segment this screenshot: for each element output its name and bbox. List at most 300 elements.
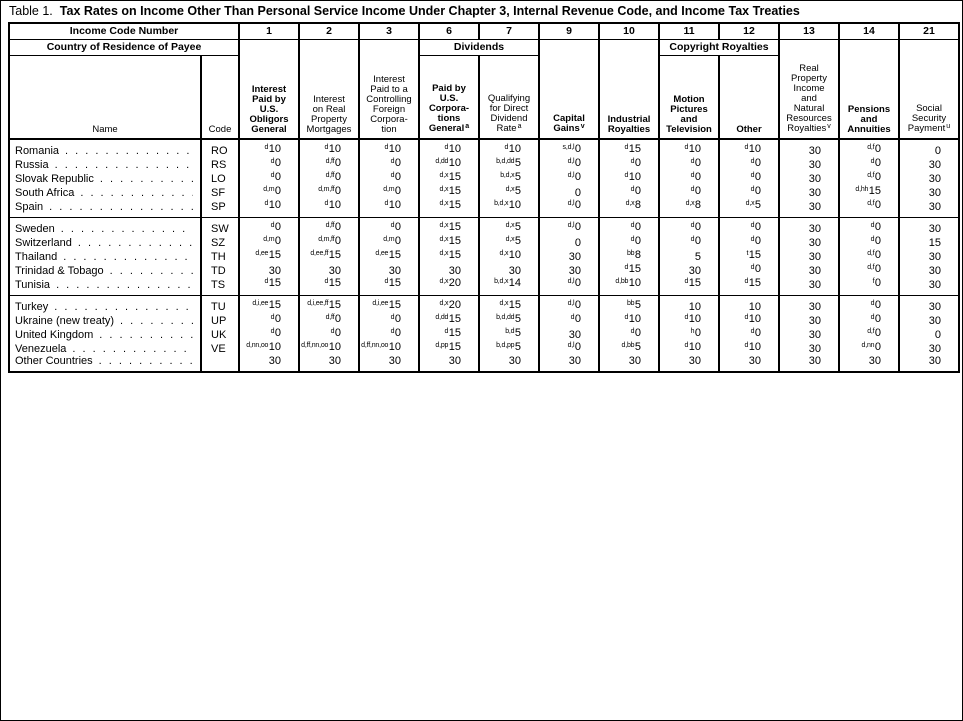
code-number-6: 6 xyxy=(419,23,479,39)
country-name-cell xyxy=(9,341,201,355)
footnote-ref: d,ff xyxy=(325,157,335,165)
rate-cell: $^d$15 xyxy=(599,139,659,157)
rate-cell: $^d$0 xyxy=(719,327,779,341)
column-header-code: Code xyxy=(201,55,239,139)
rate-cell: 10 xyxy=(719,296,779,314)
country-name-wrap xyxy=(10,355,200,367)
rate-cell: $^{d,x}$20 xyxy=(419,296,479,314)
footnote-ref: d,ff xyxy=(325,313,335,321)
footnote-ref: d xyxy=(750,327,755,335)
rate-cell: $^{d,x}$15 xyxy=(419,235,479,249)
rate-cell: 30 xyxy=(539,327,599,341)
footnote-ref: d xyxy=(684,313,689,321)
rate-cell: 30 xyxy=(899,355,959,372)
footnote-ref: d xyxy=(330,327,335,335)
country-name: Turkey xyxy=(15,301,49,313)
country-code: RO xyxy=(201,139,239,157)
footnote-ref: d xyxy=(324,199,329,207)
footnote-ref: d xyxy=(384,277,389,285)
footnote-ref: d xyxy=(750,171,755,179)
footnote-ref: d xyxy=(624,143,629,151)
country-code: TD xyxy=(201,263,239,277)
footnote-ref: d,m xyxy=(263,235,275,243)
country-name-wrap xyxy=(10,187,200,199)
rate-cell: $^{d,x}$15 xyxy=(419,185,479,199)
country-code: UP xyxy=(201,313,239,327)
country-name-wrap xyxy=(10,145,200,157)
footnote-ref: d,x xyxy=(499,299,509,307)
rate-cell: 30 xyxy=(299,355,359,372)
rate-cell: 30 xyxy=(779,218,839,236)
footnote-ref: d,x xyxy=(505,235,515,243)
footnote-ref: b,d,dd xyxy=(496,313,515,321)
footnote-ref: d xyxy=(444,143,449,151)
footnote-ref: d,x xyxy=(439,185,449,193)
footnote-ref: d xyxy=(264,199,269,207)
footnote-ref: d,m xyxy=(263,185,275,193)
footnote-ref: d,l xyxy=(567,277,575,285)
country-name: Slovak Republic xyxy=(15,173,94,185)
rate-cell: $^d$10 xyxy=(719,313,779,327)
rate-cell: $^d$0 xyxy=(599,327,659,341)
rate-cell: 30 xyxy=(899,263,959,277)
footnote-ref: b,d,x xyxy=(494,277,509,285)
rate-cell: $^{d,x}$8 xyxy=(599,199,659,218)
column-header-industrial-royalties: Industrial Royalties xyxy=(599,39,659,139)
rate-cell: $^{d,x}$5 xyxy=(719,199,779,218)
code-number-21: 21 xyxy=(899,23,959,39)
rate-cell: $^{d,dd}$15 xyxy=(419,313,479,327)
dot-leader xyxy=(65,145,193,157)
footnote-ref: d,x xyxy=(505,221,515,229)
table-row xyxy=(9,355,959,372)
country-name-cell xyxy=(9,157,201,171)
rate-cell: $^{d,f}$0 xyxy=(839,171,899,185)
country-name-cell xyxy=(9,277,201,296)
rate-cell: $^{d,m}$0 xyxy=(239,235,299,249)
rate-cell: $^{d,l}$0 xyxy=(539,157,599,171)
table-row xyxy=(9,249,959,263)
rate-cell: $^{s,d,l}$0 xyxy=(539,139,599,157)
footnote-ref: d,x xyxy=(439,221,449,229)
footnote-ref: d,x xyxy=(439,199,449,207)
footnote-ref: d xyxy=(390,157,395,165)
footnote-ref: d xyxy=(690,171,695,179)
rate-cell: $^d$10 xyxy=(719,341,779,355)
table-row xyxy=(9,277,959,296)
rate-cell: $^d$0 xyxy=(839,296,899,314)
footnote-ref: d,x xyxy=(745,199,755,207)
rate-cell: $^d$0 xyxy=(719,218,779,236)
country-name-cell xyxy=(9,199,201,218)
footnote-ref: d xyxy=(750,185,755,193)
table-row xyxy=(9,313,959,327)
header-footnote-ref: a xyxy=(465,123,470,130)
table-title xyxy=(1,1,962,22)
rate-cell: 10 xyxy=(659,296,719,314)
table-row xyxy=(9,199,959,218)
footnote-ref: d xyxy=(630,221,635,229)
footnote-ref: d,i,ee xyxy=(372,299,389,307)
rate-cell: 15 xyxy=(899,235,959,249)
rate-cell: $^{d,bb}$5 xyxy=(599,341,659,355)
column-header-other-royalties: Other xyxy=(719,55,779,139)
rate-cell: $^d$0 xyxy=(599,185,659,199)
footnote-ref: d xyxy=(324,143,329,151)
country-name-wrap xyxy=(10,279,200,291)
footnote-ref: d xyxy=(390,221,395,229)
dot-leader xyxy=(78,237,193,249)
country-name-wrap xyxy=(10,237,200,249)
country-code: SP xyxy=(201,199,239,218)
footnote-ref: d xyxy=(870,157,875,165)
rate-cell: $^d$0 xyxy=(599,218,659,236)
country-name-wrap xyxy=(10,173,200,185)
footnote-ref: d xyxy=(690,235,695,243)
country-code: RS xyxy=(201,157,239,171)
footnote-ref: d xyxy=(630,327,635,335)
footnote-ref: d xyxy=(684,277,689,285)
country-name: South Africa xyxy=(15,187,75,199)
footnote-ref: d xyxy=(750,263,755,271)
footnote-ref: d xyxy=(870,313,875,321)
footnote-ref: b,d,dd xyxy=(496,157,515,165)
rate-cell: $^{bb}$8 xyxy=(599,249,659,263)
dot-leader xyxy=(56,279,193,291)
rate-cell: 30 xyxy=(359,355,419,372)
rate-cell: $^{b,d}$5 xyxy=(479,327,539,341)
rate-cell: 0 xyxy=(899,327,959,341)
table-row xyxy=(9,171,959,185)
country-of-residence-label: Country of Residence of Payee xyxy=(9,39,239,55)
rate-cell: $^{d,x}$15 xyxy=(419,199,479,218)
country-name: Venezuela xyxy=(15,343,67,355)
country-name: Sweden xyxy=(15,223,55,235)
column-header-dividends-general: Paid by U.S. Corpora- tions General$^a$ xyxy=(419,55,479,139)
rate-cell: $^d$0 xyxy=(659,157,719,171)
rate-cell: $^{d,nn,oo}$10 xyxy=(239,341,299,355)
footnote-ref: f xyxy=(872,277,875,285)
country-name-cell xyxy=(9,235,201,249)
country-name-cell xyxy=(9,263,201,277)
rate-cell: 30 xyxy=(779,341,839,355)
footnote-ref: d xyxy=(624,171,629,179)
rate-cell: $^d$10 xyxy=(239,139,299,157)
rate-cell: $^{d,x}$15 xyxy=(479,296,539,314)
column-header-name: Name xyxy=(9,55,201,139)
rate-cell: $^{b,d,dd}$5 xyxy=(479,313,539,327)
rate-cell: $^d$10 xyxy=(419,139,479,157)
rate-cell: $^d$0 xyxy=(839,157,899,171)
rate-cell: $^d$0 xyxy=(359,171,419,185)
table-row xyxy=(9,235,959,249)
footnote-ref: bb xyxy=(626,249,635,257)
rate-cell: 30 xyxy=(479,263,539,277)
rate-cell: $^{b,d,x}$5 xyxy=(479,171,539,185)
rate-cell: $^d$15 xyxy=(719,277,779,296)
rate-cell: $^d$10 xyxy=(479,139,539,157)
footnote-ref: d,x xyxy=(439,249,449,257)
rate-cell: $^{d,x}$8 xyxy=(659,199,719,218)
rate-cell: $^d$10 xyxy=(359,199,419,218)
rate-cell: $^{d,l}$0 xyxy=(539,199,599,218)
rate-cell: 30 xyxy=(539,249,599,263)
rate-cell: $^d$0 xyxy=(839,313,899,327)
rate-cell: $^{d,ff,nn,oo}$10 xyxy=(299,341,359,355)
country-name-cell xyxy=(9,218,201,236)
dot-leader xyxy=(80,187,193,199)
dot-leader xyxy=(99,329,193,341)
rate-cell: 30 xyxy=(899,199,959,218)
rate-cell: $^{d,i,ee}$15 xyxy=(239,296,299,314)
rate-cell: $^d$10 xyxy=(299,139,359,157)
rate-cell: $^{d,x}$10 xyxy=(479,249,539,263)
rate-cell: $^{d,l}$0 xyxy=(539,218,599,236)
rate-cell: $^{d,x}$15 xyxy=(419,249,479,263)
rate-cell: 30 xyxy=(719,355,779,372)
footnote-ref: d,l xyxy=(567,299,575,307)
footnote-ref: d,f xyxy=(867,263,875,271)
dot-leader xyxy=(72,343,193,355)
rate-cell: $^{b,d,pp}$5 xyxy=(479,341,539,355)
footnote-ref: d,pp xyxy=(435,341,449,349)
footnote-ref: d,l xyxy=(567,171,575,179)
footnote-ref: d,x xyxy=(685,199,695,207)
footnote-ref: d,dd xyxy=(435,157,449,165)
table-header xyxy=(9,23,959,139)
footnote-ref: d xyxy=(690,221,695,229)
footnote-ref: d xyxy=(270,327,275,335)
rate-cell: $^{d,nn}$0 xyxy=(839,341,899,355)
header-footnote-ref: a xyxy=(517,123,522,130)
footnote-ref: d xyxy=(744,143,749,151)
dot-leader xyxy=(55,159,193,171)
footnote-ref: d xyxy=(624,313,629,321)
rate-cell: $^{d,l}$0 xyxy=(539,341,599,355)
country-code: VE xyxy=(201,341,239,355)
footnote-ref: d,i,ee xyxy=(252,299,269,307)
footnote-ref: d xyxy=(630,157,635,165)
rate-cell: 30 xyxy=(779,139,839,157)
rate-cell: 30 xyxy=(359,263,419,277)
rate-cell: 5 xyxy=(659,249,719,263)
footnote-ref: b,d,pp xyxy=(496,341,515,349)
rate-cell: $^d$0 xyxy=(719,235,779,249)
rate-cell: $^d$10 xyxy=(659,139,719,157)
footnote-ref: d,m,ff xyxy=(318,185,335,193)
footnote-ref: d,l xyxy=(567,157,575,165)
footnote-ref: d xyxy=(570,313,575,321)
table-row xyxy=(9,139,959,157)
rate-cell: $^d$0 xyxy=(839,235,899,249)
country-name-cell xyxy=(9,313,201,327)
code-number-3: 3 xyxy=(359,23,419,39)
country-name: Tunisia xyxy=(15,279,51,291)
rate-cell: $^{d,ee}$15 xyxy=(239,249,299,263)
rate-cell: $^d$15 xyxy=(239,277,299,296)
rate-cell: $^d$0 xyxy=(239,313,299,327)
footnote-ref: d,f xyxy=(867,199,875,207)
rate-cell: 30 xyxy=(899,157,959,171)
country-name-cell xyxy=(9,171,201,185)
rate-cell: $^d$15 xyxy=(359,277,419,296)
rate-cell: 0 xyxy=(899,139,959,157)
rate-cell: $^d$0 xyxy=(299,327,359,341)
footnote-ref: d xyxy=(684,143,689,151)
rate-cell: $^d$0 xyxy=(539,313,599,327)
rate-cell: $^d$0 xyxy=(359,327,419,341)
rate-cell: 30 xyxy=(779,249,839,263)
footnote-ref: d,m xyxy=(383,185,395,193)
footnote-ref: d xyxy=(750,157,755,165)
dot-leader xyxy=(49,201,193,213)
rate-cell: $^d$0 xyxy=(599,157,659,171)
footnote-ref: d,f xyxy=(867,171,875,179)
footnote-ref: d,ee xyxy=(375,249,389,257)
country-group-1 xyxy=(9,139,959,218)
rate-cell: $^d$0 xyxy=(719,263,779,277)
column-header-interest-controlling-foreign-corp: Interest Paid to a Controlling Foreign Corpora- tion xyxy=(359,39,419,139)
footnote-ref: d,x xyxy=(439,299,449,307)
rate-cell: 30 xyxy=(779,296,839,314)
country-name-wrap xyxy=(10,265,200,277)
rate-cell: 30 xyxy=(899,341,959,355)
country-name-cell xyxy=(9,249,201,263)
rate-cell: $^d$0 xyxy=(839,218,899,236)
header-footnote-ref: u xyxy=(946,123,951,130)
country-name-cell xyxy=(9,296,201,314)
rate-cell: $^{d,l}$0 xyxy=(539,171,599,185)
rate-cell: 30 xyxy=(779,235,839,249)
country-group-3 xyxy=(9,296,959,373)
rate-cell: 30 xyxy=(239,355,299,372)
rate-cell: $^t$15 xyxy=(719,249,779,263)
rate-cell: 30 xyxy=(899,249,959,263)
dot-leader xyxy=(100,173,193,185)
rate-cell: $^{d,f}$0 xyxy=(839,327,899,341)
country-code: TU xyxy=(201,296,239,314)
rate-cell: 30 xyxy=(899,313,959,327)
rate-cell: $^{b,d,x}$10 xyxy=(479,199,539,218)
rate-cell: $^{d,x}$15 xyxy=(419,218,479,236)
country-name: Ukraine (new treaty) xyxy=(15,315,115,327)
dot-leader xyxy=(54,301,193,313)
footnote-ref: b,d,x xyxy=(494,199,509,207)
rate-cell: $^{d,l}$0 xyxy=(539,296,599,314)
code-number-13: 13 xyxy=(779,23,839,39)
code-number-1: 1 xyxy=(239,23,299,39)
rate-cell: $^d$0 xyxy=(239,157,299,171)
rate-cell: $^{b,d,dd}$5 xyxy=(479,157,539,171)
rate-cell: 30 xyxy=(779,313,839,327)
rate-cell: $^{d,i,ee}$15 xyxy=(359,296,419,314)
country-name-wrap xyxy=(10,301,200,313)
table-title-text: Tax Rates on Income Other Than Personal Service Income Under Chapter 3, Internal Revenue Code, and Income Tax Treaties xyxy=(59,4,800,18)
rate-cell: $^{d,i,ee,ff}$15 xyxy=(299,296,359,314)
dot-leader xyxy=(99,355,193,367)
country-code: UK xyxy=(201,327,239,341)
rate-cell: $^{d,x}$5 xyxy=(479,218,539,236)
country-name-wrap xyxy=(10,343,200,355)
rate-cell: 30 xyxy=(839,355,899,372)
rate-cell: $^h$0 xyxy=(659,327,719,341)
country-name-wrap xyxy=(10,329,200,341)
column-header-motion-pictures: Motion Pictures and Television xyxy=(659,55,719,139)
rate-cell: 30 xyxy=(899,296,959,314)
rate-cell: $^{d,x}$15 xyxy=(419,171,479,185)
rate-cell: $^d$0 xyxy=(659,235,719,249)
footnote-ref: d,ff,nn,oo xyxy=(301,341,329,349)
rate-cell: $^d$15 xyxy=(419,327,479,341)
table-row xyxy=(9,296,959,314)
rate-cell: $^{d,f}$0 xyxy=(839,249,899,263)
footnote-ref: d xyxy=(750,221,755,229)
rate-cell: $^d$0 xyxy=(719,157,779,171)
dot-leader xyxy=(110,265,193,277)
country-name: Thailand xyxy=(15,251,58,263)
country-name-wrap xyxy=(10,315,200,327)
column-header-direct-dividend-rate: Qualifying for Direct Dividend Rate$^a$ xyxy=(479,55,539,139)
rate-cell: $^d$10 xyxy=(599,313,659,327)
rate-cell: $^d$10 xyxy=(659,341,719,355)
footnote-ref: d xyxy=(390,313,395,321)
column-header-interest-us-obligors: Interest Paid by U.S. Obligors General xyxy=(239,39,299,139)
rate-cell: 30 xyxy=(899,277,959,296)
footnote-ref: d xyxy=(690,185,695,193)
country-name-cell xyxy=(9,139,201,157)
country-name: Romania xyxy=(15,145,60,157)
footnote-ref: d xyxy=(390,327,395,335)
code-number-12: 12 xyxy=(719,23,779,39)
rate-cell: 30 xyxy=(779,157,839,171)
code-number-9: 9 xyxy=(539,23,599,39)
code-number-10: 10 xyxy=(599,23,659,39)
rate-cell: 30 xyxy=(479,355,539,372)
footnote-ref: d xyxy=(270,313,275,321)
dividends-group-header: Dividends xyxy=(419,39,539,55)
footnote-ref: d xyxy=(264,277,269,285)
rate-cell: $^{d,m,ff}$0 xyxy=(299,185,359,199)
footnote-ref: d xyxy=(684,341,689,349)
country-name-wrap xyxy=(10,223,200,235)
country-name: Spain xyxy=(15,201,44,213)
rate-cell: $^{d,l}$0 xyxy=(539,277,599,296)
rate-cell: $^{d,f}$0 xyxy=(839,139,899,157)
footnote-ref: d,f xyxy=(867,249,875,257)
footnote-ref: d,x xyxy=(505,185,515,193)
rate-cell: $^d$10 xyxy=(719,139,779,157)
footnote-ref: s,d,l xyxy=(562,143,575,151)
country-name: Switzerland xyxy=(15,237,72,249)
code-number-2: 2 xyxy=(299,23,359,39)
footnote-ref: d xyxy=(870,235,875,243)
rate-cell: 30 xyxy=(599,355,659,372)
country-name-wrap xyxy=(10,159,200,171)
rate-cell: $^d$0 xyxy=(599,235,659,249)
rate-cell: 30 xyxy=(539,355,599,372)
footnote-ref: d xyxy=(270,171,275,179)
country-code: SZ xyxy=(201,235,239,249)
rate-cell: $^{bb}$5 xyxy=(599,296,659,314)
dot-leader xyxy=(63,251,193,263)
footnote-ref: d,ff xyxy=(325,171,335,179)
rate-cell: $^{d,ff}$0 xyxy=(299,171,359,185)
rate-cell: $^{d,ee}$15 xyxy=(359,249,419,263)
country-code: TH xyxy=(201,249,239,263)
rate-cell: 30 xyxy=(419,263,479,277)
rate-cell: $^d$15 xyxy=(599,263,659,277)
code-number-7: 7 xyxy=(479,23,539,39)
